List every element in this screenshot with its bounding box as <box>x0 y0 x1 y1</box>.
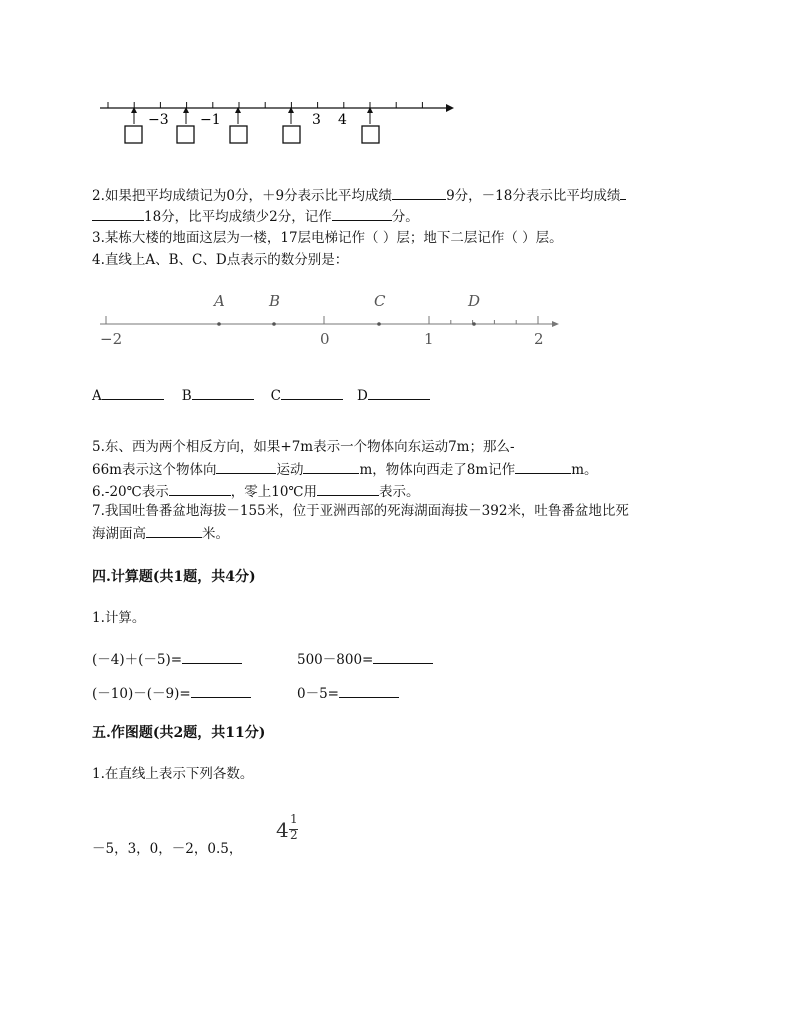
calc-item <box>297 682 399 702</box>
q2-text-d: 分。 <box>391 209 419 225</box>
answer-blank[interactable] <box>146 524 202 538</box>
point-label-c: C <box>374 292 386 310</box>
tick-label: 2 <box>534 330 544 348</box>
answer-blank[interactable] <box>216 460 276 474</box>
answer-blank[interactable] <box>620 186 626 200</box>
point-label-a: A <box>214 292 225 310</box>
answer-blank[interactable] <box>281 386 343 400</box>
question-4: 4.直线上A、B、C、D点表示的数分别是： <box>92 252 349 268</box>
arrow-up-icon <box>288 107 294 124</box>
q2-text-b: 9分，－18分表示比平均成绩 <box>446 188 621 204</box>
arrow-up-icon <box>183 107 189 124</box>
calc-expression: 0－5= <box>297 686 339 702</box>
answer-blank[interactable] <box>339 684 399 698</box>
calc-item <box>92 648 242 668</box>
answer-blank[interactable] <box>515 460 571 474</box>
answer-blank[interactable] <box>368 386 430 400</box>
section-5-title: 五.作图题(共2题，共11分) <box>92 725 266 741</box>
answer-blank[interactable] <box>192 386 254 400</box>
number-line-with-boxes <box>96 94 456 150</box>
mixed-numerator: 1 <box>290 812 298 826</box>
q6-text-b: ，零上10℃用 <box>230 484 318 500</box>
question-2-line-2 <box>92 207 419 226</box>
answer-label-a: A <box>92 388 102 404</box>
answer-blank[interactable] <box>169 482 231 496</box>
numbers-to-plot: －5，3，0，－2，0.5， <box>92 841 243 857</box>
question-5-line-2 <box>92 460 598 479</box>
number-line-abcd <box>96 288 566 352</box>
answer-box[interactable] <box>125 126 142 143</box>
answer-blank[interactable] <box>182 650 242 664</box>
question-2-line-1 <box>92 186 626 205</box>
point-c <box>377 322 381 326</box>
answer-blank[interactable] <box>392 186 446 200</box>
answer-blank[interactable] <box>373 650 433 664</box>
section-4-q1: 1.计算。 <box>92 610 146 626</box>
q4-answers <box>92 386 430 405</box>
q6-text-a: 6.-20℃表示 <box>92 484 169 500</box>
arrow-up-icon <box>235 107 241 124</box>
q7-text-b: 米。 <box>202 526 229 542</box>
q5-text-d: m。 <box>571 462 598 478</box>
point-label-b: B <box>269 292 281 310</box>
question-7-line-2 <box>92 524 229 543</box>
answer-label-c: C <box>270 388 282 404</box>
tick-label: −2 <box>100 330 123 348</box>
question-6 <box>92 482 420 501</box>
calc-item <box>92 682 251 702</box>
tick-label: 0 <box>320 330 330 348</box>
calc-item <box>297 648 433 668</box>
answer-label-b: B <box>181 388 192 404</box>
point-d <box>472 322 476 326</box>
q5-text-c: m，物体向西走了8m记作 <box>359 462 516 478</box>
question-3: 3.某栋大楼的地面这层为一楼，17层电梯记作（ ）层；地下二层记作（ ）层。 <box>92 230 563 246</box>
q5-text-a: 66m表示这个物体向 <box>92 462 217 478</box>
answer-blank[interactable] <box>92 207 144 221</box>
arrow-up-icon <box>131 107 137 124</box>
q2-text-c: 18分，比平均成绩少2分，记作 <box>144 209 332 225</box>
tick-label: 1 <box>424 330 434 348</box>
point-a <box>217 322 221 326</box>
point-b <box>272 322 276 326</box>
answer-blank[interactable] <box>317 482 379 496</box>
tick-label: −3 <box>148 112 169 128</box>
point-label-d: D <box>468 292 481 310</box>
calc-expression: (－10)－(－9)= <box>92 686 191 702</box>
section-4-title: 四.计算题(共1题，共4分) <box>92 569 256 585</box>
calc-expression: 500－800= <box>297 652 374 668</box>
answer-box[interactable] <box>177 126 194 143</box>
answer-blank[interactable] <box>191 684 251 698</box>
q7-text-a: 海湖面高 <box>92 526 146 542</box>
answer-box[interactable] <box>230 126 247 143</box>
answer-label-d: D <box>357 388 368 404</box>
section-5-q1: 1.在直线上表示下列各数。 <box>92 766 254 782</box>
q5-text-b: 运动 <box>276 462 304 478</box>
question-5-line-1: 5.东、西为两个相反方向，如果+7m表示一个物体向东运动7m；那么- <box>92 439 515 455</box>
answer-blank[interactable] <box>303 460 359 474</box>
arrow-up-icon <box>367 107 373 124</box>
mixed-whole: 4 <box>276 818 289 842</box>
answer-blank[interactable] <box>102 386 164 400</box>
question-7-line-1: 7.我国吐鲁番盆地海拔－155米，位于亚洲西部的死海湖面海拔－392米，吐鲁番盆地比死 <box>92 503 629 519</box>
answer-box[interactable] <box>362 126 379 143</box>
mixed-denominator: 2 <box>290 828 298 842</box>
answer-box[interactable] <box>283 126 300 143</box>
answer-blank[interactable] <box>332 207 392 221</box>
q6-text-c: 表示。 <box>379 484 420 500</box>
tick-label: 4 <box>338 112 347 128</box>
tick-label: 3 <box>312 112 321 128</box>
calc-expression: (－4)＋(－5)= <box>92 652 183 668</box>
tick-label: −1 <box>200 112 221 128</box>
q2-text-a: 2.如果把平均成绩记为0分，＋9分表示比平均成绩 <box>92 188 393 204</box>
